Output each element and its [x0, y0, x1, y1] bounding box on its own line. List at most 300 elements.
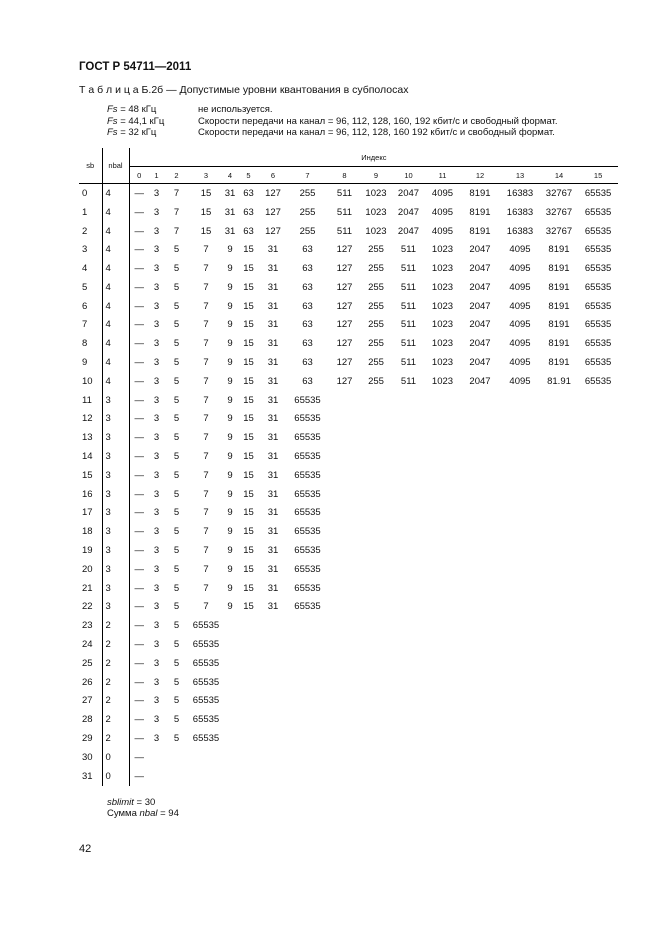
index-value-cell [329, 391, 360, 410]
index-value-cell: 65535 [584, 225, 612, 237]
sb-cell: 16 [79, 485, 102, 504]
sb-cell: 7 [79, 316, 102, 335]
index-value-cell: 3 [153, 657, 160, 669]
index-value-cell: 511 [400, 338, 417, 350]
index-value-cell: 31 [267, 413, 279, 425]
index-value-cell [540, 710, 578, 729]
index-value-cell [392, 710, 425, 729]
index-value-cell [360, 710, 392, 729]
index-value-cell: — [134, 319, 144, 331]
index-value-cell: 3 [153, 488, 160, 500]
index-value-cell: 3 [153, 187, 160, 199]
index-value-cell: 255 [368, 263, 384, 275]
index-value-cell [329, 692, 360, 711]
index-value-cell [578, 410, 618, 429]
index-value-cell [425, 560, 460, 579]
index-value-cell: 2047 [397, 206, 420, 218]
index-value-cell: 4095 [431, 187, 454, 199]
index-column-header: 8 [329, 167, 360, 184]
sb-cell: 17 [79, 504, 102, 523]
table-row [79, 316, 618, 335]
quantization-levels-table [79, 148, 618, 786]
index-value-cell: 3 [153, 263, 160, 275]
index-value-cell [578, 673, 618, 692]
index-value-cell: 7 [173, 187, 180, 199]
index-column-header: 9 [360, 167, 392, 184]
index-value-cell [260, 710, 286, 729]
index-value-cell [425, 767, 460, 786]
index-value-cell [286, 710, 329, 729]
index-value-cell: — [134, 432, 144, 444]
index-value-cell: 5 [173, 338, 180, 350]
index-value-cell [223, 673, 237, 692]
index-value-cell [392, 447, 425, 466]
sb-cell: 20 [79, 560, 102, 579]
index-value-cell [540, 635, 578, 654]
index-value-cell: 32767 [545, 187, 573, 199]
index-value-cell: 255 [368, 319, 384, 331]
index-column-header: 14 [540, 167, 578, 184]
index-value-cell [425, 466, 460, 485]
fs-symbol: Fs [107, 104, 118, 115]
fs-symbol: Fs [107, 116, 118, 127]
index-value-cell: 1023 [365, 225, 387, 237]
index-value-cell: 3 [153, 413, 160, 425]
index-column-header: 13 [500, 167, 540, 184]
index-value-cell: 5 [173, 582, 180, 594]
index-value-cell: 5 [173, 601, 180, 613]
index-value-cell: 3 [153, 338, 160, 350]
index-value-cell [360, 522, 392, 541]
index-value-cell: 9 [227, 413, 233, 425]
index-value-cell [500, 748, 540, 767]
sb-cell: 6 [79, 297, 102, 316]
index-value-cell [392, 729, 425, 748]
index-value-cell [500, 767, 540, 786]
index-value-cell [500, 692, 540, 711]
index-value-cell: 65535 [192, 620, 220, 632]
sb-cell: 29 [79, 729, 102, 748]
index-value-cell: 3 [153, 281, 160, 293]
index-value-cell: 511 [400, 375, 417, 387]
index-value-cell: 9 [227, 601, 233, 613]
index-value-cell: 3 [153, 357, 160, 369]
index-value-cell: 65535 [294, 563, 321, 575]
sb-cell: 19 [79, 541, 102, 560]
table-row [79, 391, 618, 410]
index-value-cell [578, 541, 618, 560]
index-value-cell: 1023 [365, 206, 387, 218]
index-value-cell: 63 [302, 319, 313, 331]
index-value-cell: 1023 [431, 244, 454, 256]
index-value-cell: 5 [173, 375, 180, 387]
index-value-cell [329, 522, 360, 541]
table-row [79, 372, 618, 391]
index-value-cell [460, 616, 500, 635]
index-value-cell: 7 [203, 357, 209, 369]
index-value-cell: 255 [368, 357, 384, 369]
index-value-cell [460, 485, 500, 504]
index-value-cell [237, 654, 260, 673]
sb-cell: 18 [79, 522, 102, 541]
nbal-cell: 4 [102, 203, 129, 222]
nbal-label: nbal [139, 808, 158, 819]
nbal-cell: 3 [102, 504, 129, 523]
index-value-cell [578, 654, 618, 673]
index-value-cell: 31 [267, 394, 279, 406]
index-value-cell [500, 635, 540, 654]
index-value-cell: 65535 [192, 639, 220, 651]
index-value-cell: 65535 [584, 281, 612, 293]
index-value-cell: 31 [267, 263, 279, 275]
index-value-cell: 65535 [192, 733, 220, 745]
header-index: Индекс [361, 152, 387, 162]
index-value-cell [500, 710, 540, 729]
index-value-cell [460, 522, 500, 541]
index-value-cell [329, 710, 360, 729]
index-value-cell [425, 616, 460, 635]
index-value-cell [500, 391, 540, 410]
index-value-cell: 2047 [397, 225, 420, 237]
index-value-cell [223, 748, 237, 767]
index-value-cell [329, 748, 360, 767]
index-value-cell: 3 [153, 319, 160, 331]
index-value-cell: 5 [173, 263, 180, 275]
index-value-cell: — [134, 281, 144, 293]
index-value-cell [286, 767, 329, 786]
index-value-cell: 255 [299, 206, 316, 218]
index-value-cell [460, 598, 500, 617]
index-value-cell [578, 428, 618, 447]
index-value-cell [578, 767, 618, 786]
index-value-cell: 63 [302, 300, 313, 312]
nbal-cell: 4 [102, 278, 129, 297]
index-column-header: 2 [164, 167, 189, 184]
index-column-header: 4 [223, 167, 237, 184]
index-value-cell: — [134, 770, 144, 782]
index-value-cell: 5 [173, 469, 180, 481]
index-value-cell: — [134, 357, 144, 369]
index-value-cell: — [134, 733, 144, 745]
index-value-cell [223, 729, 237, 748]
index-value-cell [460, 767, 500, 786]
index-value-cell [392, 391, 425, 410]
index-value-cell: — [134, 206, 144, 218]
index-value-cell: 7 [203, 263, 209, 275]
index-value-cell: 2047 [469, 263, 491, 275]
index-value-cell: 127 [265, 225, 281, 237]
index-value-cell [460, 748, 500, 767]
index-value-cell: 65535 [584, 357, 612, 369]
sb-cell: 28 [79, 710, 102, 729]
index-value-cell [460, 560, 500, 579]
index-value-cell [578, 598, 618, 617]
index-value-cell [540, 410, 578, 429]
index-value-cell: 5 [173, 394, 180, 406]
index-value-cell: — [134, 751, 144, 763]
index-value-cell: 4095 [509, 263, 531, 275]
index-value-cell: 5 [173, 545, 180, 557]
sb-cell: 9 [79, 353, 102, 372]
index-value-cell [425, 579, 460, 598]
index-value-cell: 4095 [509, 300, 531, 312]
index-value-cell: 7 [203, 582, 209, 594]
index-value-cell: 7 [203, 300, 209, 312]
table-row [79, 353, 618, 372]
nbal-cell: 3 [102, 410, 129, 429]
sb-cell: 15 [79, 466, 102, 485]
index-value-cell [360, 504, 392, 523]
index-column-header: 12 [460, 167, 500, 184]
index-value-cell: — [134, 620, 144, 632]
index-value-cell [460, 729, 500, 748]
header-nbal: nbal [102, 148, 129, 184]
nbal-cell: 2 [102, 729, 129, 748]
index-value-cell [360, 616, 392, 635]
index-value-cell: 9 [227, 338, 233, 350]
table-row [79, 729, 618, 748]
index-value-cell [360, 635, 392, 654]
fs-value: = 48 кГц [117, 104, 157, 115]
index-value-cell: 7 [203, 563, 209, 575]
footnote-sblimit [107, 797, 155, 808]
index-value-cell [392, 654, 425, 673]
index-value-cell [460, 579, 500, 598]
index-value-cell: 15 [243, 563, 254, 575]
index-value-cell: 16383 [506, 206, 534, 218]
index-value-cell: 3 [153, 695, 160, 707]
index-value-cell: — [134, 695, 144, 707]
index-value-cell [260, 729, 286, 748]
sb-cell: 11 [79, 391, 102, 410]
index-value-cell [223, 635, 237, 654]
index-value-cell [425, 673, 460, 692]
index-value-cell: 65535 [584, 244, 612, 256]
index-value-cell: 7 [203, 469, 209, 481]
table-row [79, 504, 618, 523]
index-value-cell [260, 748, 286, 767]
index-value-cell: 2047 [397, 187, 420, 199]
index-value-cell [425, 485, 460, 504]
index-value-cell: 15 [243, 263, 254, 275]
index-value-cell: 7 [203, 319, 209, 331]
index-value-cell [500, 579, 540, 598]
index-value-cell: 32767 [545, 225, 573, 237]
index-value-cell: 8191 [548, 244, 570, 256]
index-value-cell: 31 [224, 187, 236, 199]
index-value-cell: 4095 [431, 225, 454, 237]
index-value-cell [425, 447, 460, 466]
table-row [79, 485, 618, 504]
index-value-cell [392, 466, 425, 485]
index-value-cell: 5 [173, 281, 180, 293]
index-value-cell [460, 504, 500, 523]
index-value-cell: 31 [267, 507, 279, 519]
index-value-cell: 127 [336, 281, 353, 293]
sb-cell: 3 [79, 240, 102, 259]
index-value-cell [286, 654, 329, 673]
index-value-cell: 7 [203, 451, 209, 463]
sb-cell: 27 [79, 692, 102, 711]
index-value-cell: 127 [336, 263, 353, 275]
index-value-cell [460, 447, 500, 466]
sb-cell: 23 [79, 616, 102, 635]
index-value-cell: 15 [243, 375, 254, 387]
index-value-cell: — [134, 263, 144, 275]
index-value-cell: 511 [336, 225, 353, 237]
index-value-cell [578, 560, 618, 579]
index-value-cell: 255 [368, 300, 384, 312]
index-value-cell: 3 [153, 620, 160, 632]
index-value-cell [223, 767, 237, 786]
index-value-cell [223, 692, 237, 711]
index-value-cell [360, 410, 392, 429]
index-value-cell: 127 [265, 187, 281, 199]
index-value-cell [360, 428, 392, 447]
index-value-cell [578, 522, 618, 541]
table-row [79, 334, 618, 353]
index-value-cell [329, 560, 360, 579]
table-row [79, 259, 618, 278]
index-value-cell: — [134, 582, 144, 594]
index-value-cell: 4095 [509, 244, 531, 256]
index-column-header: 11 [425, 167, 460, 184]
table-row [79, 541, 618, 560]
table-row [79, 240, 618, 259]
index-value-cell: 255 [299, 187, 316, 199]
sb-cell: 13 [79, 428, 102, 447]
index-value-cell [425, 654, 460, 673]
index-value-cell [360, 673, 392, 692]
sb-cell: 5 [79, 278, 102, 297]
index-value-cell: 9 [227, 281, 233, 293]
index-value-cell: 1023 [431, 375, 454, 387]
sb-cell: 1 [79, 203, 102, 222]
index-value-cell: 31 [267, 601, 279, 613]
index-value-cell: — [134, 187, 144, 199]
index-value-cell: 127 [336, 338, 353, 350]
table-row [79, 635, 618, 654]
index-value-cell: — [134, 488, 144, 500]
index-value-cell [329, 729, 360, 748]
index-value-cell [286, 729, 329, 748]
index-value-cell: 7 [203, 281, 209, 293]
index-value-cell: 8191 [548, 263, 570, 275]
index-column-header: 0 [129, 167, 149, 184]
sblimit-label: sblimit [107, 797, 134, 808]
index-value-cell [500, 522, 540, 541]
index-value-cell: 255 [299, 225, 316, 237]
index-value-cell [578, 710, 618, 729]
sb-cell: 30 [79, 748, 102, 767]
index-value-cell: 63 [243, 206, 254, 218]
index-value-cell [500, 428, 540, 447]
index-value-cell: 65535 [294, 545, 321, 557]
index-value-cell: 2047 [469, 357, 491, 369]
nbal-cell: 2 [102, 616, 129, 635]
table-row [79, 466, 618, 485]
table-row [79, 522, 618, 541]
index-value-cell [460, 541, 500, 560]
index-value-cell: 63 [302, 263, 313, 275]
index-value-cell [164, 767, 189, 786]
index-value-cell [500, 673, 540, 692]
index-value-cell: 3 [153, 451, 160, 463]
table-row [79, 598, 618, 617]
index-value-cell [360, 654, 392, 673]
index-value-cell [460, 673, 500, 692]
index-value-cell: 31 [267, 338, 279, 350]
index-value-cell: 5 [173, 639, 180, 651]
index-value-cell [578, 447, 618, 466]
fs-symbol: Fs [107, 127, 118, 138]
index-value-cell [425, 522, 460, 541]
index-value-cell: 3 [153, 469, 160, 481]
index-value-cell: 8191 [469, 206, 491, 218]
table-row [79, 616, 618, 635]
index-value-cell: 15 [243, 469, 254, 481]
index-column-header: 1 [149, 167, 164, 184]
index-value-cell [540, 729, 578, 748]
index-value-cell: — [134, 469, 144, 481]
index-value-cell: — [134, 714, 144, 726]
index-value-cell: 63 [243, 187, 254, 199]
index-value-cell: 4095 [509, 281, 531, 293]
index-value-cell: 65535 [294, 488, 321, 500]
index-value-cell: 9 [227, 545, 233, 557]
index-value-cell: 7 [203, 338, 209, 350]
index-value-cell [578, 692, 618, 711]
sb-cell: 4 [79, 259, 102, 278]
index-value-cell: 65535 [192, 676, 220, 688]
index-value-cell [540, 485, 578, 504]
sb-cell: 22 [79, 598, 102, 617]
index-value-cell: 63 [302, 338, 313, 350]
index-value-cell [329, 466, 360, 485]
index-value-cell: 65535 [294, 469, 321, 481]
nbal-cell: 0 [102, 767, 129, 786]
index-value-cell [286, 748, 329, 767]
index-value-cell [500, 729, 540, 748]
index-value-cell [425, 598, 460, 617]
index-value-cell: 9 [227, 507, 233, 519]
index-value-cell: 511 [400, 263, 417, 275]
index-value-cell [360, 560, 392, 579]
nbal-cell: 2 [102, 710, 129, 729]
index-value-cell: 15 [243, 432, 254, 444]
index-value-cell: 7 [173, 225, 180, 237]
index-value-cell: 3 [153, 300, 160, 312]
index-value-cell [540, 654, 578, 673]
nbal-cell: 2 [102, 654, 129, 673]
table-row [79, 654, 618, 673]
index-value-cell [460, 466, 500, 485]
sampling-note-32 [107, 127, 555, 138]
index-value-cell [500, 654, 540, 673]
index-header-row [79, 167, 618, 184]
index-value-cell: 65535 [584, 187, 612, 199]
index-value-cell: 15 [243, 244, 254, 256]
index-column-header: 15 [578, 167, 618, 184]
sb-cell: 24 [79, 635, 102, 654]
index-value-cell: 8191 [469, 187, 491, 199]
index-value-cell: 5 [173, 432, 180, 444]
table-row [79, 184, 618, 203]
sum-value: = 94 [157, 808, 179, 819]
index-value-cell: 15 [243, 488, 254, 500]
index-value-cell [540, 579, 578, 598]
index-value-cell: 5 [173, 507, 180, 519]
